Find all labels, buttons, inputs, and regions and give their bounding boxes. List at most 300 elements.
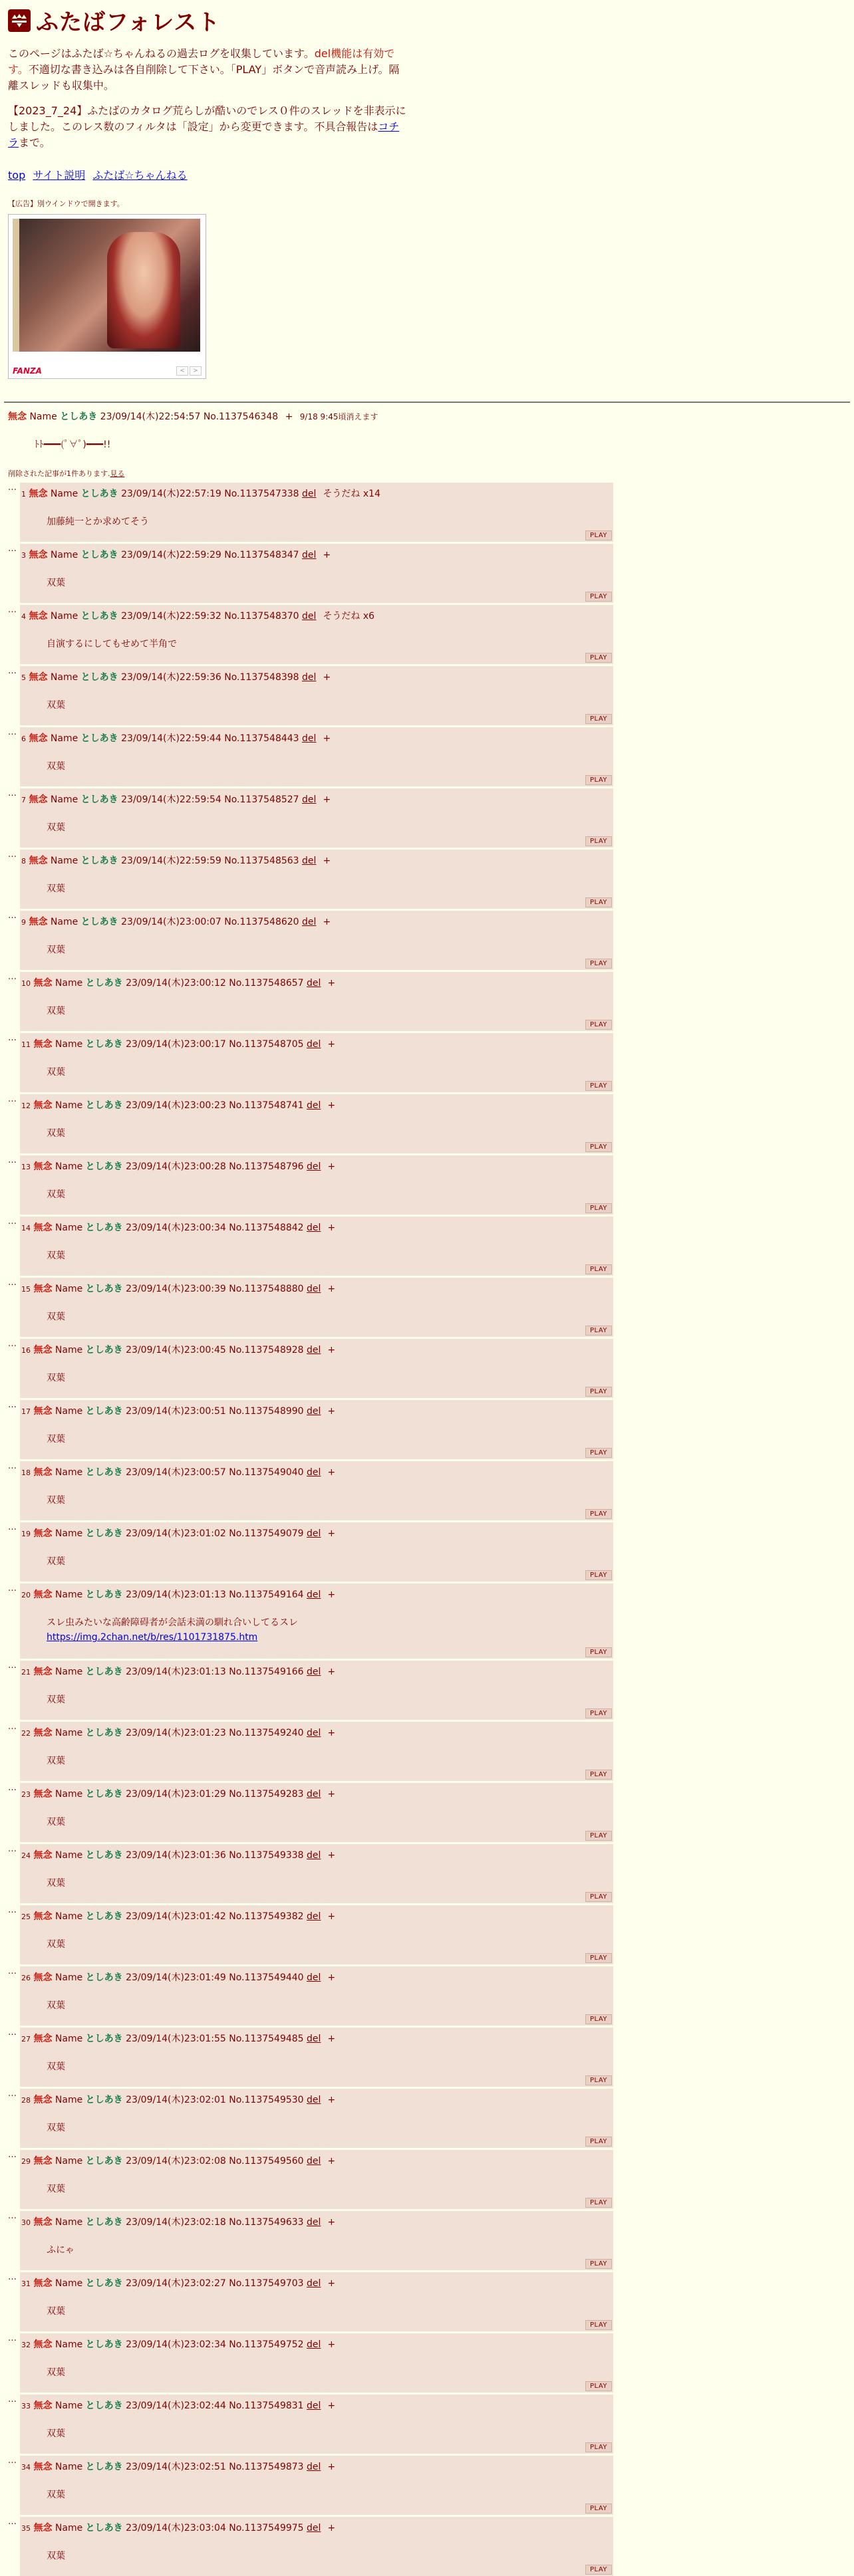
reply-number[interactable]: No.1137548990 (229, 1406, 304, 1417)
reply-body (47, 943, 613, 957)
site-header (8, 0, 846, 37)
reply-body (47, 1693, 613, 1707)
play-button[interactable]: PLAY (585, 1953, 612, 1963)
reply-del-link[interactable]: del (307, 1789, 321, 1800)
reply-index: 27 (21, 2035, 31, 2044)
reply-subject: 無念 (33, 1161, 53, 1172)
play-button[interactable]: PLAY (585, 836, 612, 846)
reply-dots: … (8, 788, 17, 798)
reply-body (47, 576, 613, 590)
play-button[interactable]: PLAY (585, 2504, 612, 2514)
reply-extra[interactable]: + (327, 1528, 336, 1539)
reply-row (8, 2395, 846, 2454)
reply-del-link[interactable]: del (307, 1667, 321, 1677)
reply-extra[interactable]: + (327, 1161, 336, 1172)
reply-body (47, 1554, 613, 1569)
reply-body (47, 1998, 613, 2013)
reply-number[interactable]: No.1137549166 (229, 1667, 304, 1677)
reply-number[interactable]: No.1137549079 (229, 1528, 304, 1539)
reply-subject: 無念 (33, 2339, 53, 2350)
reply-number[interactable]: No.1137548796 (229, 1161, 304, 1172)
ad-image-strip (13, 219, 19, 352)
reply-del-link[interactable]: del (307, 2217, 321, 2228)
reply-extra[interactable]: + (323, 917, 331, 927)
reply-del-link[interactable]: del (307, 2523, 321, 2533)
reply-name-label: Name (55, 1789, 83, 1800)
reply-number[interactable]: No.1137549831 (229, 2400, 304, 2411)
site-notice (8, 46, 846, 151)
reply-text: 双葉 (47, 1878, 65, 1889)
reply-number[interactable]: No.1137548347 (224, 550, 299, 560)
reply-datetime: 23/09/14(木)23:03:04 (126, 2523, 226, 2533)
reply-number[interactable]: No.1137549040 (229, 1467, 304, 1478)
reply-row (8, 666, 846, 725)
play-button[interactable]: PLAY (585, 714, 612, 724)
reply-number[interactable]: No.1137547338 (224, 489, 299, 499)
reply-poster: としあき (85, 2278, 123, 2289)
reply-number[interactable]: No.1137549338 (229, 1850, 304, 1861)
reply-extra[interactable]: + (327, 2400, 336, 2411)
show-deleted-link[interactable]: 見る (110, 469, 125, 478)
reply-del-link[interactable]: del (307, 2400, 321, 2411)
nav-about-link[interactable]: サイト説明 (33, 169, 86, 181)
reply-number[interactable]: No.1137549560 (229, 2156, 304, 2166)
reply-extra[interactable]: + (327, 1284, 336, 1294)
play-button[interactable]: PLAY (585, 592, 612, 602)
reply-header (20, 788, 613, 806)
reply-row (8, 544, 846, 603)
reply-datetime: 23/09/14(木)23:02:27 (126, 2278, 226, 2289)
reply-name-label: Name (55, 2034, 83, 2044)
reply-text: 双葉 (47, 2490, 65, 2500)
ad-prev-button[interactable]: < (176, 366, 188, 376)
reply-del-link[interactable]: del (302, 489, 317, 499)
reply-datetime: 23/09/14(木)22:59:54 (121, 794, 221, 805)
reply-index: 25 (21, 1913, 31, 1921)
reply-number[interactable]: No.1137548928 (229, 1345, 304, 1355)
ad-banner[interactable] (8, 214, 206, 379)
play-button[interactable]: PLAY (585, 1081, 612, 1091)
ad-image-figure (107, 232, 180, 348)
play-button[interactable]: PLAY (585, 2075, 612, 2085)
reply-box (20, 666, 613, 725)
reply-name-label: Name (55, 2523, 83, 2533)
reply-del-link[interactable]: del (307, 2278, 321, 2289)
reply-extra[interactable]: + (327, 2339, 336, 2350)
reply-number[interactable]: No.1137549633 (229, 2217, 304, 2228)
play-button[interactable]: PLAY (585, 2137, 612, 2147)
reply-subject: 無念 (29, 794, 48, 805)
reply-index: 4 (21, 612, 26, 621)
reply-del-link[interactable]: del (307, 2156, 321, 2166)
play-button[interactable]: PLAY (585, 2259, 612, 2269)
play-button[interactable]: PLAY (585, 1142, 612, 1152)
reply-extra[interactable]: そうだね x14 (323, 489, 380, 499)
reply-header (20, 544, 613, 561)
reply-poster: としあき (85, 1728, 123, 1738)
forest-logo-icon[interactable] (8, 9, 31, 32)
reply-number[interactable]: No.1137548563 (224, 856, 299, 866)
reply-index: 28 (21, 2096, 31, 2105)
reply-header (20, 727, 613, 745)
reply-dots: … (8, 1522, 17, 1532)
reply-del-link[interactable]: del (307, 1850, 321, 1861)
reply-datetime: 23/09/14(木)23:02:34 (126, 2339, 226, 2350)
reply-subject: 無念 (33, 2278, 53, 2289)
reply-number[interactable]: No.1137548880 (229, 1284, 304, 1294)
reply-poster: としあき (85, 2156, 123, 2166)
reply-del-link[interactable]: del (302, 917, 317, 927)
reply-extra[interactable]: + (327, 1728, 336, 1738)
reply-dots: … (8, 1905, 17, 1915)
reply-poster: としあき (80, 794, 118, 805)
reply-poster: としあき (85, 1223, 123, 1233)
reply-dots: … (8, 2395, 17, 2404)
reply-del-link[interactable]: del (307, 1161, 321, 1172)
reply-extra[interactable]: + (327, 2156, 336, 2166)
reply-subject: 無念 (33, 1972, 53, 1983)
reply-extra[interactable]: + (323, 733, 331, 744)
reply-dots: … (8, 1844, 17, 1854)
reply-header (20, 2456, 613, 2473)
reply-box (20, 2272, 613, 2331)
reply-row (8, 972, 846, 1031)
notice-text: まで。 (19, 136, 51, 149)
reply-del-link[interactable]: del (302, 611, 317, 622)
reply-dots: … (8, 2028, 17, 2038)
reply-poster: としあき (85, 1100, 123, 1111)
reply-extra[interactable]: + (327, 1467, 336, 1478)
reply-number[interactable]: No.1137548705 (229, 1039, 304, 1050)
reply-number[interactable]: No.1137548741 (229, 1100, 304, 1111)
play-button[interactable]: PLAY (585, 959, 612, 969)
play-button[interactable]: PLAY (585, 1264, 612, 1274)
reply-text: スレ虫みたいな高齢障碍者が会話未満の馴れ合いしてるスレ (47, 1617, 298, 1628)
reply-datetime: 23/09/14(木)23:01:02 (126, 1528, 226, 1539)
play-button[interactable]: PLAY (585, 1892, 612, 1902)
reply-number[interactable]: No.1137549440 (229, 1972, 304, 1983)
reply-text: 双葉 (47, 1756, 65, 1766)
reply-dots: … (8, 1155, 17, 1165)
reply-body (47, 1248, 613, 1263)
play-button[interactable]: PLAY (585, 1387, 612, 1397)
reply-subject: 無念 (33, 1667, 53, 1677)
reply-box (20, 788, 613, 848)
reply-extra[interactable]: + (327, 1223, 336, 1233)
play-button[interactable]: PLAY (585, 1509, 612, 1519)
reply-del-link[interactable]: del (307, 978, 321, 989)
reply-del-link[interactable]: del (302, 550, 317, 560)
reply-header (20, 666, 613, 683)
op-subject: 無念 (8, 411, 27, 422)
reply-number[interactable]: No.1137548398 (224, 672, 299, 683)
reply-number[interactable]: No.1137548842 (229, 1223, 304, 1233)
notice-text: 不適切な書き込みは各自削除して下さい。「PLAY」ボタンで音声読み上げ。隔離スレッドも収集中。 (8, 63, 400, 92)
reply-subject: 無念 (33, 1850, 53, 1861)
reply-datetime: 23/09/14(木)23:00:23 (126, 1100, 226, 1111)
reply-row (8, 1461, 846, 1520)
reply-row (8, 788, 846, 848)
play-button[interactable]: PLAY (585, 1570, 612, 1580)
reply-index: 10 (21, 979, 31, 988)
reply-number[interactable]: No.1137548527 (224, 794, 299, 805)
reply-body (47, 2243, 613, 2258)
reply-box (20, 1844, 613, 1903)
play-button[interactable]: PLAY (585, 653, 612, 663)
op-datetime: 23/09/14(木)22:54:57 (100, 411, 201, 422)
reply-extra[interactable]: + (327, 1972, 336, 1983)
reply-box (20, 1400, 613, 1459)
reply-row (8, 1339, 846, 1398)
nav-top-link[interactable]: top (8, 169, 26, 181)
reply-row (8, 1966, 846, 2026)
reply-name-label: Name (55, 1528, 83, 1539)
reply-body (47, 2121, 613, 2135)
reply-extra[interactable]: + (327, 2278, 336, 2289)
reply-header (20, 1661, 613, 1678)
reply-del-link[interactable]: del (307, 1467, 321, 1478)
reply-extra[interactable]: + (327, 978, 336, 989)
reply-subject: 無念 (33, 1789, 53, 1800)
reply-index: 5 (21, 673, 26, 682)
op-number[interactable]: No.1137546348 (203, 411, 279, 422)
reply-subject: 無念 (33, 1728, 53, 1738)
reply-poster: としあき (80, 672, 118, 683)
reply-box (20, 1661, 613, 1720)
reply-del-link[interactable]: del (302, 733, 317, 744)
reply-box (20, 850, 613, 909)
reply-del-link[interactable]: del (307, 1528, 321, 1539)
reply-del-link[interactable]: del (307, 1039, 321, 1050)
reply-number[interactable]: No.1137548443 (224, 733, 299, 744)
reply-datetime: 23/09/14(木)22:59:44 (121, 733, 221, 744)
reply-row (8, 1583, 846, 1659)
reply-extra[interactable]: + (323, 672, 331, 683)
reply-number[interactable]: No.1137549975 (229, 2523, 304, 2533)
reply-number[interactable]: No.1137549873 (229, 2462, 304, 2472)
reply-extra[interactable]: + (327, 1911, 336, 1922)
reply-datetime: 23/09/14(木)23:02:44 (126, 2400, 226, 2411)
reply-extra[interactable]: + (327, 1345, 336, 1355)
reply-box (20, 2333, 613, 2393)
reply-poster: としあき (85, 978, 123, 989)
reply-subject: 無念 (33, 1467, 53, 1478)
ad-image[interactable] (13, 219, 200, 352)
reply-index: 8 (21, 857, 26, 866)
reply-number[interactable]: No.1137548620 (224, 917, 299, 927)
reply-number[interactable]: No.1137548370 (224, 611, 299, 622)
reply-row (8, 1844, 846, 1903)
reply-del-link[interactable]: del (307, 2462, 321, 2472)
reply-row (8, 2456, 846, 2515)
reply-link[interactable]: https://img.2chan.net/b/res/1101731875.htm (47, 1632, 258, 1643)
reply-row (8, 1905, 846, 1964)
reply-del-link[interactable]: del (307, 1972, 321, 1983)
play-button[interactable]: PLAY (585, 775, 612, 785)
reply-poster: としあき (85, 2034, 123, 2044)
ad-next-button[interactable]: > (190, 366, 202, 376)
reply-box (20, 1094, 613, 1153)
reply-header (20, 2333, 613, 2351)
reply-extra[interactable]: + (323, 550, 331, 560)
play-button[interactable]: PLAY (585, 2320, 612, 2330)
reply-number[interactable]: No.1137548657 (229, 978, 304, 989)
reply-index: 3 (21, 551, 26, 560)
reply-number[interactable]: No.1137549530 (229, 2095, 304, 2105)
reply-subject: 無念 (33, 1223, 53, 1233)
ad-brand-logo[interactable]: FANZA (13, 366, 42, 376)
reply-del-link[interactable]: del (307, 1284, 321, 1294)
reply-extra[interactable]: + (327, 2462, 336, 2472)
reply-datetime: 23/09/14(木)23:00:39 (126, 1284, 226, 1294)
reply-text: 双葉 (47, 761, 65, 772)
reply-index: 14 (21, 1224, 31, 1232)
notice-highlight: del機能は有効です。 (8, 47, 395, 76)
reply-del-link[interactable]: del (302, 794, 317, 805)
reply-extra[interactable]: + (327, 1100, 336, 1111)
reply-text: 双葉 (47, 1189, 65, 1200)
reply-extra[interactable]: + (327, 1039, 336, 1050)
play-button[interactable]: PLAY (585, 1770, 612, 1780)
reply-body (47, 637, 613, 651)
op-poster: としあき (60, 411, 98, 422)
play-button[interactable]: PLAY (585, 2442, 612, 2452)
reply-del-link[interactable]: del (307, 1100, 321, 1111)
reply-body (47, 881, 613, 896)
reply-box (20, 2089, 613, 2148)
reply-datetime: 23/09/14(木)22:59:32 (121, 611, 221, 622)
reply-name-label: Name (50, 489, 78, 499)
reply-extra[interactable]: + (327, 2217, 336, 2228)
reply-del-link[interactable]: del (307, 1406, 321, 1417)
reply-del-link[interactable]: del (307, 1911, 321, 1922)
reply-extra[interactable]: + (327, 1406, 336, 1417)
play-button[interactable]: PLAY (585, 2198, 612, 2208)
reply-name-label: Name (50, 550, 78, 560)
reply-extra[interactable]: + (323, 794, 331, 805)
reply-del-link[interactable]: del (307, 2034, 321, 2044)
notice-paragraph-1 (8, 46, 407, 94)
reply-text: 双葉 (47, 1250, 65, 1261)
nav-futaba-link[interactable]: ふたば☆ちゃんねる (92, 169, 188, 181)
reply-del-link[interactable]: del (307, 1223, 321, 1233)
play-button[interactable]: PLAY (585, 897, 612, 907)
reply-del-link[interactable]: del (307, 2339, 321, 2350)
play-button[interactable]: PLAY (585, 2565, 612, 2575)
reply-poster: としあき (85, 1972, 123, 1983)
reply-text: 双葉 (47, 1817, 65, 1827)
reply-datetime: 23/09/14(木)23:01:49 (126, 1972, 226, 1983)
reply-extra[interactable]: そうだね x6 (323, 611, 375, 622)
reply-box (20, 1461, 613, 1520)
bug-report-link[interactable]: コチラ (8, 120, 400, 149)
op-header (8, 410, 846, 423)
reply-header (20, 483, 613, 500)
reply-poster: としあき (85, 1345, 123, 1355)
reply-extra[interactable]: + (327, 2095, 336, 2105)
play-button[interactable]: PLAY (585, 1708, 612, 1718)
reply-extra[interactable]: + (327, 1589, 336, 1600)
reply-number[interactable]: No.1137549382 (229, 1911, 304, 1922)
reply-poster: としあき (85, 1667, 123, 1677)
play-button[interactable]: PLAY (585, 1326, 612, 1336)
reply-body (47, 515, 613, 529)
reply-del-link[interactable]: del (302, 672, 317, 683)
reply-extra[interactable]: + (327, 1850, 336, 1861)
op-plus-button[interactable]: + (285, 411, 293, 422)
reply-extra[interactable]: + (327, 2523, 336, 2533)
reply-extra[interactable]: + (327, 1789, 336, 1800)
reply-datetime: 23/09/14(木)23:01:42 (126, 1911, 226, 1922)
reply-body (47, 1937, 613, 1952)
reply-number[interactable]: No.1137549485 (229, 2034, 304, 2044)
reply-number[interactable]: No.1137549164 (229, 1589, 304, 1600)
reply-name-label: Name (50, 917, 78, 927)
reply-number[interactable]: No.1137549240 (229, 1728, 304, 1738)
site-title[interactable]: ふたばフォレスト (36, 9, 221, 36)
reply-index: 30 (21, 2218, 31, 2227)
reply-del-link[interactable]: del (307, 2095, 321, 2105)
reply-box (20, 2150, 613, 2209)
reply-subject: 無念 (33, 2034, 53, 2044)
reply-extra[interactable]: + (327, 1667, 336, 1677)
reply-body (47, 2059, 613, 2074)
play-button[interactable]: PLAY (585, 2381, 612, 2391)
reply-index: 11 (21, 1040, 31, 1049)
reply-text: 双葉 (47, 822, 65, 833)
reply-del-link[interactable]: del (307, 1728, 321, 1738)
reply-datetime: 23/09/14(木)22:59:59 (121, 856, 221, 866)
play-button[interactable]: PLAY (585, 1448, 612, 1458)
reply-name-label: Name (55, 1728, 83, 1738)
reply-body (47, 698, 613, 713)
play-button[interactable]: PLAY (585, 1203, 612, 1213)
reply-extra[interactable]: + (327, 2034, 336, 2044)
reply-poster: としあき (85, 1589, 123, 1600)
reply-dots: … (8, 1783, 17, 1793)
play-button[interactable]: PLAY (585, 1020, 612, 1030)
play-button[interactable]: PLAY (585, 2014, 612, 2024)
reply-row (8, 2150, 846, 2209)
reply-extra[interactable]: + (323, 856, 331, 866)
reply-number[interactable]: No.1137549752 (229, 2339, 304, 2350)
reply-box (20, 2211, 613, 2270)
play-button[interactable]: PLAY (585, 1647, 612, 1657)
play-button[interactable]: PLAY (585, 530, 612, 540)
reply-body (47, 1310, 613, 1324)
reply-poster: としあき (80, 733, 118, 744)
reply-poster: としあき (85, 2339, 123, 2350)
reply-name-label: Name (55, 2156, 83, 2166)
play-button[interactable]: PLAY (585, 1831, 612, 1841)
reply-row (8, 1783, 846, 1842)
reply-subject: 無念 (29, 672, 48, 683)
reply-subject: 無念 (33, 1406, 53, 1417)
reply-subject: 無念 (33, 1911, 53, 1922)
reply-body (47, 1065, 613, 1080)
reply-row (8, 1033, 846, 1092)
reply-del-link[interactable]: del (307, 1589, 321, 1600)
reply-del-link[interactable]: del (307, 1345, 321, 1355)
reply-subject: 無念 (33, 1528, 53, 1539)
reply-number[interactable]: No.1137549283 (229, 1789, 304, 1800)
reply-del-link[interactable]: del (302, 856, 317, 866)
reply-subject: 無念 (29, 733, 48, 744)
reply-dots: … (8, 2517, 17, 2527)
reply-header (20, 2395, 613, 2412)
reply-number[interactable]: No.1137549703 (229, 2278, 304, 2289)
reply-box (20, 2395, 613, 2454)
